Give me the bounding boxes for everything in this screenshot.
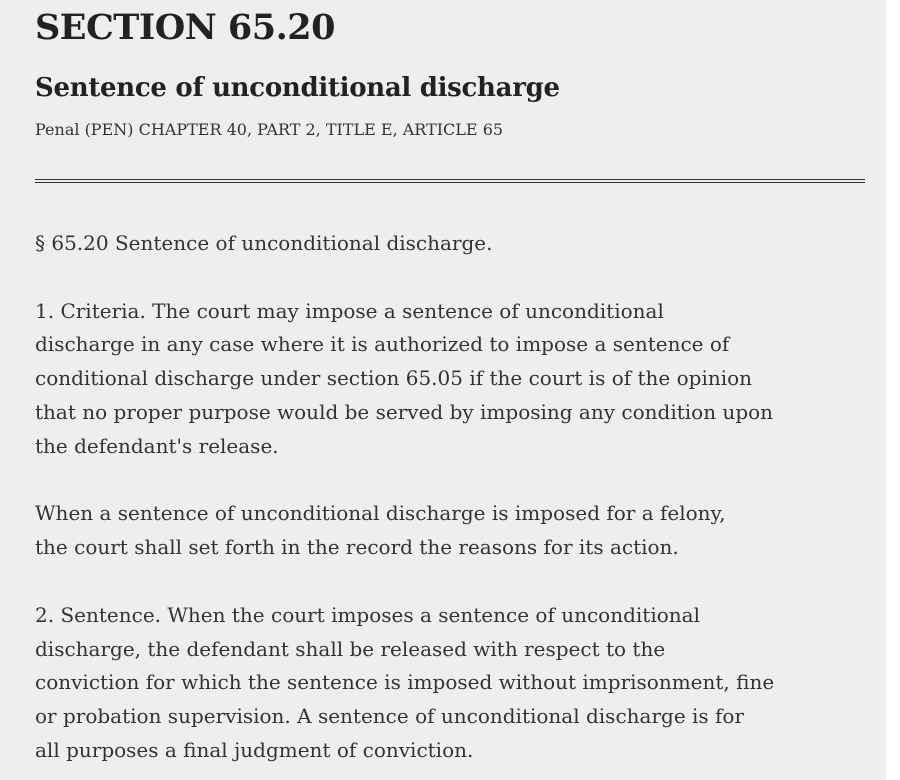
statute-paragraph-criteria: 1. Criteria. The court may impose a sentence of unconditional discharge in any case where it is authorized to impose a sentence of conditional discharge under section 65.05 if the court is of the opinion that no proper purpose would be served by imposing any condition upon the defendant's release. <box>35 298 774 458</box>
statute-breadcrumb: Penal (PEN) CHAPTER 40, PART 2, TITLE E, ARTICLE 65 <box>35 120 504 139</box>
section-number: SECTION 65.20 <box>35 7 335 48</box>
section-title: Sentence of unconditional discharge <box>35 73 560 103</box>
statute-paragraph-felony: When a sentence of unconditional discharge is imposed for a felony, the court shall set forth in the record the reasons for its action. <box>35 501 726 560</box>
statute-paragraph-sentence: 2. Sentence. When the court imposes a sentence of unconditional discharge, the defendant shall be released with respect to the conviction for which the sentence is imposed without imprisonment, fine or probation supervision. A sentence of unconditional discharge is for all purposes a final judgment of conviction. <box>35 602 775 762</box>
statute-body <box>35 227 865 768</box>
double-divider <box>35 179 865 183</box>
statute-heading-paragraph: § 65.20 Sentence of unconditional discharge. <box>35 231 493 255</box>
